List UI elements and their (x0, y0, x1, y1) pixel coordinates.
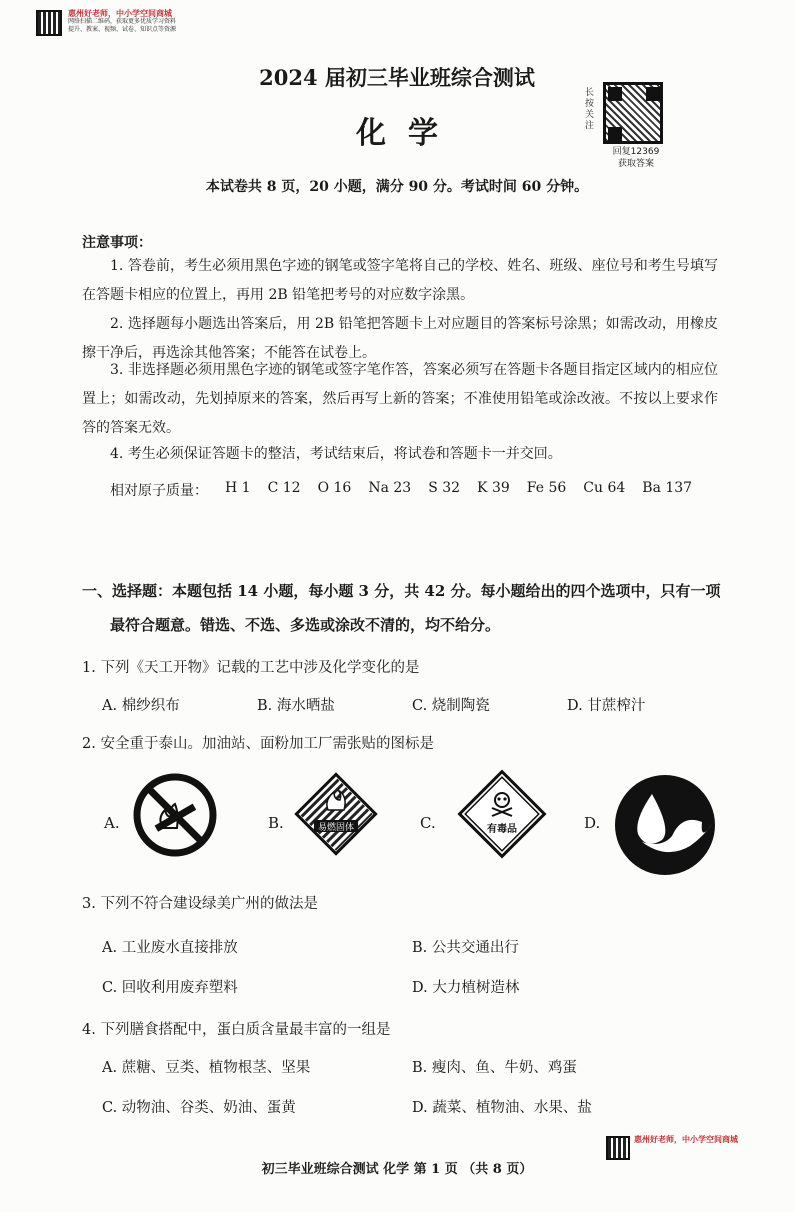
note-text: 2. 选择题每小题选出答案后，用 2B 铅笔把答题卡上对应题目的答案标号涂黑；如需改动，用橡皮擦干净后，再选涂其他答案；不能答在试卷上。 (82, 316, 718, 361)
no-smoking-icon[interactable] (130, 770, 220, 860)
option-b[interactable]: B. 海水晒盐 (257, 698, 335, 714)
option-b-label[interactable]: B. (268, 814, 284, 832)
option-a[interactable]: A. 棉纱织布 (102, 698, 180, 714)
footer-ad[interactable] (606, 1136, 766, 1166)
sign-c-text: 有毒品 (487, 824, 517, 835)
option-d[interactable]: D. 蔬菜、植物油、水果、盐 (412, 1100, 592, 1116)
atomic-mass: Cu 64 (583, 480, 626, 496)
qr-caption-line1: 回复12369 (612, 147, 660, 157)
question-3-stem: 3. 下列不符合建设绿美广州的做法是 (82, 896, 318, 912)
section-line1: 一、选择题：本题包括 14 小题，每小题 3 分，共 42 分。每小题给出的四个选项中，只有一项 (82, 582, 721, 600)
note-text: 3. 非选择题必须用黑色字迹的钢笔或签字笔作答，答案必须写在答题卡各题目指定区域内的相应位置上；如需改动，先划掉原来的答案，然后再写上新的答案；不准使用铅笔或涂改液。不按以上要求作答的答案无效。 (82, 362, 718, 436)
question-4-options-row2 (102, 1096, 722, 1117)
atomic-mass: C 12 (267, 480, 301, 496)
exam-title: 2024 届初三毕业班综合测试 (259, 65, 535, 90)
page-footer: 初三毕业班综合测试 化学 第 1 页 （共 8 页） (261, 1162, 533, 1177)
atomic-mass: O 16 (317, 480, 352, 496)
atomic-mass: Na 23 (368, 480, 412, 496)
qr-code-icon (606, 1136, 630, 1160)
option-b[interactable]: B. 瘦肉、鱼、牛奶、鸡蛋 (412, 1060, 577, 1076)
note-item (82, 440, 718, 469)
option-c-label[interactable]: C. (420, 814, 436, 832)
question-4-stem: 4. 下列膳食搭配中，蛋白质含量最丰富的一组是 (82, 1022, 391, 1038)
question-2-stem: 2. 安全重于泰山。加油站、面粉加工厂需张贴的图标是 (82, 736, 434, 752)
water-saving-icon[interactable] (612, 772, 718, 878)
top-banner[interactable] (36, 10, 216, 40)
atomic-mass: Fe 56 (526, 480, 567, 496)
section-line2: 最符合题意。错选、不选、多选或涂改不清的，均不给分。 (110, 616, 501, 634)
option-a-label[interactable]: A. (104, 814, 120, 832)
note-text: 4. 考生必须保证答题卡的整洁，考试结束后，将试卷和答题卡一并交回。 (110, 446, 562, 462)
option-d-label[interactable]: D. (584, 814, 601, 832)
atomic-masses (110, 480, 692, 500)
note-text: 1. 答卷前，考生必须用黑色字迹的钢笔或签字笔将自己的学校、姓名、班级、座位号和考生号填写在答题卡相应的位置上，再用 2B 铅笔把考号的对应数字涂黑。 (82, 258, 718, 303)
option-d[interactable]: D. 大力植树造林 (412, 980, 520, 996)
banner-line1: 网络扫描二维码，获取更多优质学习资料 (68, 18, 177, 25)
option-b[interactable]: B. 公共交通出行 (412, 940, 519, 956)
exam-info: 本试卷共 8 页，20 小题，满分 90 分。考试时间 60 分钟。 (205, 179, 589, 195)
footer-ad-brand: 惠州好老师，中小学空间商城 (634, 1135, 738, 1144)
subject-title: 化学 (356, 116, 460, 151)
section-heading (82, 574, 724, 642)
atomic-mass: S 32 (428, 480, 461, 496)
banner-brand: 惠州好老师，中小学空间商城 (68, 9, 172, 18)
qr-code-icon (36, 10, 62, 36)
atomic-mass: K 39 (477, 480, 510, 496)
question-3-options-row2 (102, 976, 722, 997)
note-item (82, 252, 718, 310)
banner-text (68, 10, 176, 40)
banner-line2: 提升、教案、视频、试卷、知识点等资源 (68, 26, 177, 33)
option-c[interactable]: C. 回收利用废弃塑料 (102, 980, 238, 996)
option-a[interactable]: A. 工业废水直接排放 (102, 940, 238, 956)
toxic-substance-icon[interactable] (454, 766, 550, 862)
notes-heading: 注意事项： (82, 235, 152, 251)
option-c[interactable]: C. 烧制陶瓷 (412, 698, 490, 714)
question-1-options (102, 694, 722, 715)
note-item (82, 356, 718, 443)
question-4-options-row1 (102, 1056, 722, 1077)
sign-b-text: 易燃固体 (317, 823, 355, 833)
qr-side-label: 长按关注 (585, 88, 595, 131)
qr-caption-line2: 获取答案 (617, 159, 654, 169)
footer-ad-text (634, 1136, 738, 1166)
option-a[interactable]: A. 蔗糖、豆类、植物根茎、坚果 (102, 1060, 311, 1076)
flammable-solid-icon[interactable] (288, 766, 384, 862)
question-1-stem: 1. 下列《天工开物》记载的工艺中涉及化学变化的是 (82, 660, 420, 676)
atomic-mass: Ba 137 (642, 480, 693, 496)
atomic-masses-label: 相对原子质量： (110, 483, 208, 499)
option-c[interactable]: C. 动物油、谷类、奶油、蛋黄 (102, 1100, 296, 1116)
question-3-options-row1 (102, 936, 722, 957)
option-d[interactable]: D. 甘蔗榨汁 (567, 698, 646, 714)
atomic-mass: H 1 (225, 480, 251, 496)
